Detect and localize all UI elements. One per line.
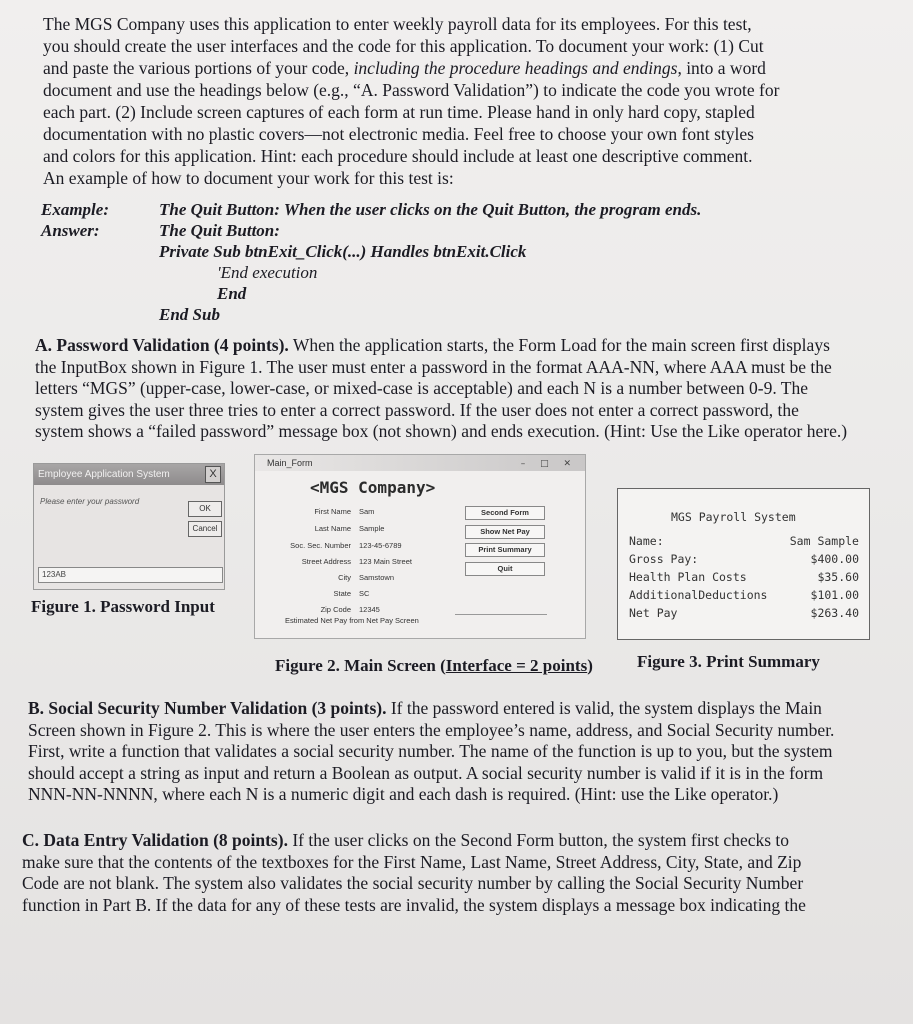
example-text: The Quit Button: When the user clicks on the Quit Button, the program ends. xyxy=(159,200,702,219)
answer-line: Private Sub btnExit_Click(...) Handles btnExit.Click xyxy=(159,242,527,261)
field-value[interactable]: SC xyxy=(359,589,370,598)
section-a-line: system shows a “failed password” message box (not shown) and ends execution. (Hint: Use the Like operator here.) xyxy=(35,421,848,441)
section-c xyxy=(22,830,872,916)
section-c-line: function in Part B. If the data for any of these tests are invalid, the system displays a message box indicating the xyxy=(22,894,806,915)
field-label: Soc. Sec. Number xyxy=(290,541,351,550)
close-icon[interactable]: X xyxy=(205,466,221,483)
field-label: State xyxy=(333,589,351,598)
summary-value: $263.40 xyxy=(810,606,859,620)
section-b-line xyxy=(28,698,878,720)
answer-line: End Sub xyxy=(159,305,220,324)
intro-line xyxy=(43,57,873,79)
summary-value: $101.00 xyxy=(810,588,859,602)
section-a xyxy=(35,335,885,443)
estimated-net-pay-field xyxy=(455,614,547,615)
answer-line: The Quit Button: xyxy=(159,221,280,240)
summary-value: Sam Sample xyxy=(789,534,859,548)
field-label: Last Name xyxy=(314,524,351,533)
summary-value: $400.00 xyxy=(810,552,859,566)
figure3-caption: Figure 3. Print Summary xyxy=(637,652,820,671)
main-form-window xyxy=(254,454,586,639)
intro-line: and colors for this application. Hint: each procedure should include at least one descriptive comment. xyxy=(43,146,753,166)
intro-line: The MGS Company uses this application to enter weekly payroll data for its employees. For this test, xyxy=(43,14,752,34)
intro-text: , into a word xyxy=(677,58,766,78)
summary-label: AdditionalDeductions xyxy=(629,588,768,602)
section-a-line: letters “MGS” (upper-case, lower-case, or mixed-case is acceptable) and each N is a number between 0-9. The xyxy=(35,378,809,398)
example-label: Example: xyxy=(41,200,109,219)
summary-label: Health Plan Costs xyxy=(629,570,747,584)
summary-label: Gross Pay: xyxy=(629,552,699,566)
field-label: Street Address xyxy=(301,557,351,566)
estimated-net-pay-label: Estimated Net Pay from Net Pay Screen xyxy=(285,616,419,625)
intro-paragraph xyxy=(43,13,873,189)
intro-line: An example of how to document your work for this test is: xyxy=(43,168,454,188)
section-b-line: First, write a function that validates a social security number. The name of the function is up to you, but the system xyxy=(28,741,833,761)
intro-line: each part. (2) Include screen captures of each form at run time. Please hand in only hard copy, stapled xyxy=(43,102,755,122)
field-label: First Name xyxy=(314,507,351,516)
intro-line: document and use the headings below (e.g., “A. Password Validation”) to indicate the code you wrote for xyxy=(43,80,780,100)
field-value[interactable]: 123-45-6789 xyxy=(359,541,402,550)
password-prompt: Please enter your password xyxy=(40,497,140,506)
quit-button[interactable]: Quit xyxy=(465,562,545,576)
section-c-line: make sure that the contents of the textboxes for the First Name, Last Name, Street Address, City, State, and Zip xyxy=(22,851,802,872)
dialog-titlebar xyxy=(34,464,224,485)
section-c-text: If the user clicks on the Second Form button, the system first checks to xyxy=(287,830,790,850)
section-b-line: should accept a string as input and return a Boolean as output. A social security number is valid if it is in the form xyxy=(28,762,824,783)
second-form-button[interactable]: Second Form xyxy=(465,506,545,520)
section-b-line: NNN-NN-NNNN, where each N is a numeric digit and each dash is required. (Hint: use the Like operator.) xyxy=(28,784,779,804)
section-a-text: When the application starts, the Form Load for the main screen first displays xyxy=(288,335,830,355)
field-value[interactable]: Samstown xyxy=(359,573,395,582)
field-label: Zip Code xyxy=(320,605,351,614)
field-value[interactable]: Sam xyxy=(359,507,375,516)
summary-label: Net Pay xyxy=(629,606,678,620)
cancel-button[interactable]: Cancel xyxy=(188,521,222,537)
figure1-caption: Figure 1. Password Input xyxy=(31,597,215,616)
show-net-pay-button[interactable]: Show Net Pay xyxy=(465,525,545,539)
company-banner: <MGS Company> xyxy=(310,478,436,497)
section-b-text: If the password entered is valid, the system displays the Main xyxy=(386,698,822,718)
answer-label: Answer: xyxy=(41,221,100,240)
password-input[interactable]: 123AB xyxy=(38,567,223,583)
figure2-caption-link: Interface = 2 points xyxy=(445,656,588,675)
print-summary-panel xyxy=(617,488,870,640)
field-value[interactable]: 12345 xyxy=(359,605,380,614)
answer-line: End xyxy=(217,284,247,303)
figure2-caption-text: Figure 2. Main Screen ( xyxy=(275,656,446,675)
figure2-caption xyxy=(275,656,593,676)
print-summary-button[interactable]: Print Summary xyxy=(465,543,545,557)
section-b xyxy=(28,698,878,806)
window-controls-icon[interactable]: – □ ✕ xyxy=(520,459,577,469)
section-b-heading: B. Social Security Number Validation (3 points). xyxy=(28,698,387,718)
summary-title: MGS Payroll System xyxy=(671,510,796,524)
main-form-title: Main_Form xyxy=(267,458,313,468)
summary-value: $35.60 xyxy=(817,570,859,584)
figure2-caption-text: ) xyxy=(587,656,593,675)
section-b-line: Screen shown in Figure 2. This is where the user enters the employee’s name, address, and Social Security number. xyxy=(28,719,835,740)
section-a-heading: A. Password Validation (4 points). xyxy=(35,335,289,355)
intro-text: and paste the various portions of your code, xyxy=(43,58,354,78)
section-c-heading: C. Data Entry Validation (8 points). xyxy=(22,830,288,850)
intro-line: you should create the user interfaces and the code for this application. To document your work: (1) Cut xyxy=(43,36,764,56)
section-a-line: the InputBox shown in Figure 1. The user must enter a password in the format AAA-NN, where AAA must be the xyxy=(35,356,832,377)
section-a-line: system gives the user three tries to enter a correct password. If the user does not enter a correct password, the xyxy=(35,399,799,420)
section-c-line: Code are not blank. The system also validates the social security number by calling the Social Security Number xyxy=(22,873,804,893)
field-value[interactable]: 123 Main Street xyxy=(359,557,412,566)
summary-label: Name: xyxy=(629,534,664,548)
section-c-line xyxy=(22,830,872,852)
intro-emphasis: including the procedure headings and endings xyxy=(353,58,678,78)
dialog-title: Employee Application System xyxy=(38,469,170,480)
section-a-line xyxy=(35,335,885,357)
ok-button[interactable]: OK xyxy=(188,501,222,517)
main-form-titlebar xyxy=(255,455,585,471)
answer-comment: 'End execution xyxy=(217,263,318,282)
password-input-dialog xyxy=(33,463,225,590)
intro-line: documentation with no plastic covers—not electronic media. Feel free to choose your own font styles xyxy=(43,124,754,144)
field-label: City xyxy=(338,573,351,582)
field-value[interactable]: Sample xyxy=(359,524,385,533)
example-block xyxy=(41,199,861,324)
